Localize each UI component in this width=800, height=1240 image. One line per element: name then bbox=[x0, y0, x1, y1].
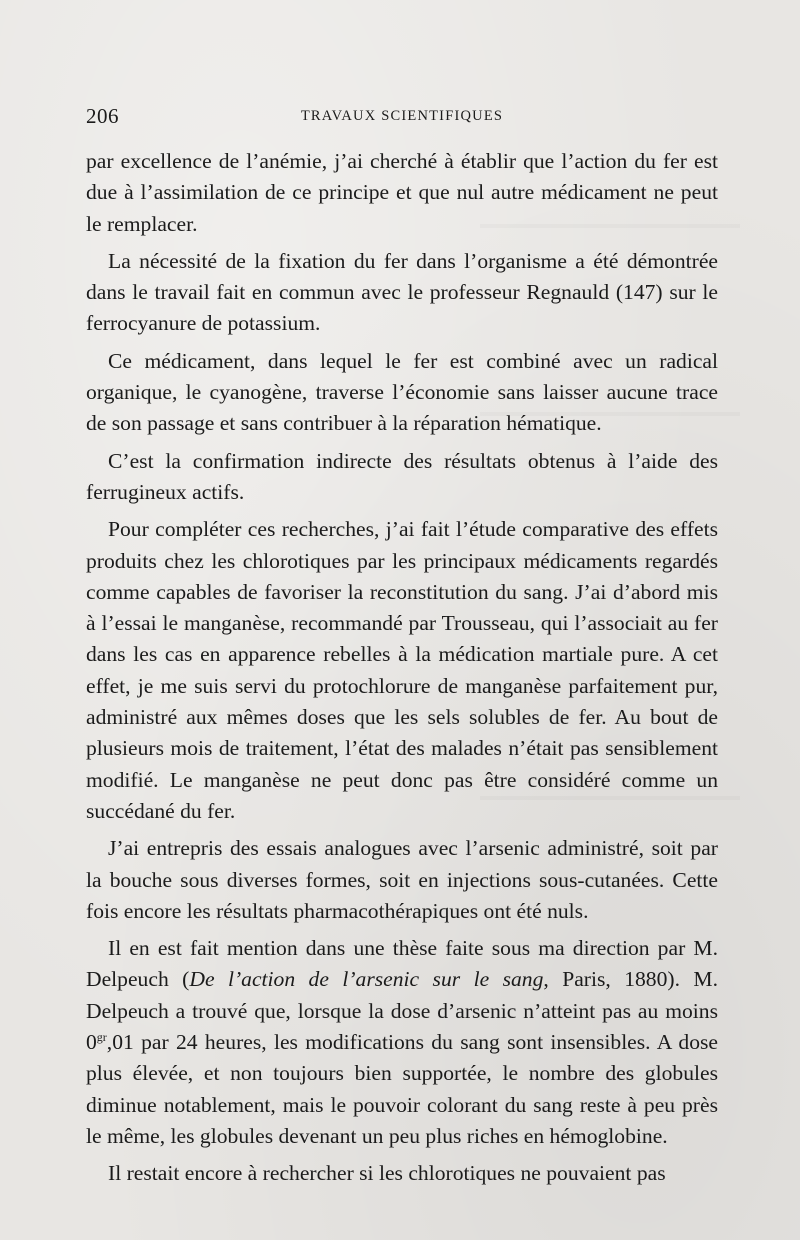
paragraph-text: ,01 par 24 heures, les modifications du sang sont insensibles. A dose plus élevée, et non toujours bien supportée, le nombre des globules diminue notablement, mais le pouvoir colorant du sang reste à peu près le même, les globules devenant un peu plus riches en hémoglobine. bbox=[86, 1030, 718, 1148]
paragraph: Pour compléter ces recherches, j’ai fait l’étude comparative des effets produits chez les chlorotiques par les principaux médicaments regardés comme capables de favoriser la reconstitution du sang. J’ai d’abord mis à l’essai le manganèse, recommandé par Trousseau, qui l’associait au fer dans les cas en apparence rebelles à la médication martiale pure. A cet effet, je me suis servi du protochlorure de manganèse parfaitement pur, administré aux mêmes doses que les sels solubles de fer. Au bout de plusieurs mois de traitement, l’état des malades n’était pas sensiblement modifié. Le manganèse ne peut donc pas être considéré comme un succédané du fer. bbox=[86, 517, 718, 823]
paragraph bbox=[86, 933, 718, 1152]
paragraph: par excellence de l’anémie, j’ai cherché à établir que l’action du fer est due à l’assimilation de ce principe et que nul autre médicament ne peut le remplacer. bbox=[86, 149, 718, 236]
paragraph: Il restait encore à rechercher si les chlorotiques ne pouvaient pas bbox=[108, 1161, 666, 1186]
running-title: TRAVAUX SCIENTIFIQUES bbox=[300, 108, 504, 124]
page-number: 206 bbox=[86, 104, 119, 128]
paragraph: J’ai entrepris des essais analogues avec l’arsenic administré, soit par la bouche sous diverses formes, soit en injections sous-cutanées. Cette fois encore les résultats pharmacothérapiques ont été nuls. bbox=[86, 836, 718, 923]
body-text bbox=[86, 146, 718, 1196]
paragraph: La nécessité de la fixation du fer dans l’organisme a été démontrée dans le travail fait en commun avec le professeur Regnauld (147) sur le ferrocyanure de potassium. bbox=[86, 248, 718, 336]
paragraph-text: , Paris, 1880). M. Delpeuch a trouvé que, lorsque la dose d’arsenic n’atteint pas au moins 0 bbox=[86, 967, 719, 1055]
paragraph: C’est la confirmation indirecte des résultats obtenus à l’aide des ferrugineux actifs. bbox=[86, 448, 718, 504]
page-header bbox=[86, 104, 718, 134]
unit-superscript: gr bbox=[96, 1029, 107, 1044]
paragraph: Ce médicament, dans lequel le fer est combiné avec un radical organique, le cyanogène, traverse l’économie sans laisser aucune trace de son passage et sans contribuer à la réparation hématique. bbox=[86, 348, 718, 436]
thesis-title: De l’action de l’arsenic sur le sang bbox=[189, 967, 544, 992]
paragraph-text: Il en est fait mention dans une thèse faite sous ma direction par M. Delpeuch ( bbox=[86, 936, 718, 992]
